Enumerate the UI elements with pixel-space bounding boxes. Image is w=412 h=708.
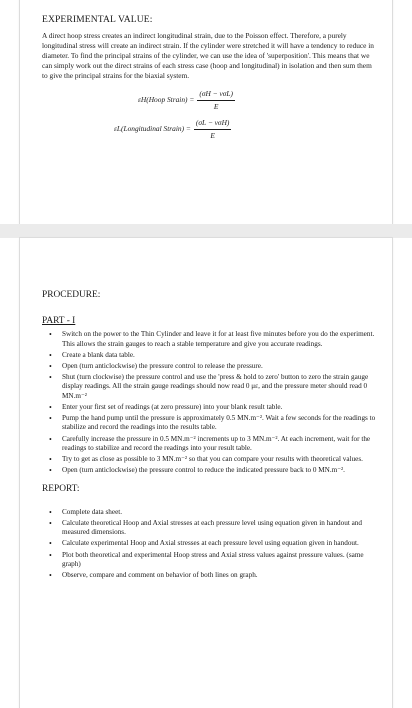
section-heading-experimental-value: EXPERIMENTAL VALUE: — [42, 14, 153, 25]
report-items-list — [42, 508, 376, 581]
equation-denominator: E — [210, 130, 215, 140]
list-item: • Open (turn anticlockwise) the pressure control to reduce the indicated pressure back to 0 MN.m⁻². — [42, 466, 376, 476]
list-item: • Observe, compare and comment on behavior of both lines on graph. — [42, 571, 376, 581]
equation-longitudinal-strain — [114, 118, 376, 141]
list-item: • Carefully increase the pressure in 0.5 MN.m⁻² increments up to 3 MN.m⁻². At each increment, wait for the readings to stabilize and record the readings into your result table. — [42, 435, 376, 454]
list-item: • Plot both theoretical and experimental Hoop stress and Axial stress values against pressure values. (same graph) — [42, 551, 376, 570]
equation-hoop-strain — [138, 89, 376, 112]
equation-fraction — [194, 118, 232, 141]
list-item: • Enter your first set of readings (at zero pressure) into your blank result table. — [42, 403, 376, 413]
page-experimental-value — [20, 0, 392, 224]
list-item: • Switch on the power to the Thin Cylinder and leave it for at least five minutes before you do the experiment. This allows the strain gauges to reach a stable temperature and give you accurate readings. — [42, 330, 376, 349]
list-item: • Calculate experimental Hoop and Axial stresses at each pressure level using equation given in handout. — [42, 539, 376, 549]
equation-lhs: εL(Longitudinal Strain) = — [114, 124, 191, 134]
procedure-steps-list — [42, 330, 376, 476]
section-heading-report: REPORT: — [42, 483, 80, 494]
equation-numerator: (σL − νσH) — [194, 118, 232, 130]
part-heading: PART - I — [42, 316, 76, 326]
list-item: • Calculate theoretical Hoop and Axial stresses at each pressure level using equation given in handout and measured dimensions. — [42, 519, 376, 538]
list-item: • Complete data sheet. — [42, 508, 376, 518]
equation-lhs: εH(Hoop Strain) = — [138, 95, 195, 105]
equation-fraction — [197, 89, 235, 112]
page-separator — [0, 224, 412, 238]
list-item: • Try to get as close as possible to 3 MN.m⁻² so that you can compare your results with theoretical values. — [42, 455, 376, 465]
page-procedure — [20, 238, 392, 708]
section-heading-procedure: PROCEDURE: — [42, 290, 101, 300]
equation-numerator: (σH − νσL) — [197, 89, 235, 101]
explanation-paragraph: A direct hoop stress creates an indirect longitudinal strain, due to the Poisson effect. Therefore, a purely longitudinal stress will create an indirect strain. If the cylinder were stretched it will have a tendency to reduce in diameter. To find the principal strains of the cylinder, we can use the idea of 'superposition'. This means that we can simply work out the direct strains of each stress case (hoop and longitudinal) in isolation and then sum them to give the principal strains for the biaxial system. — [42, 31, 374, 80]
list-item: • Open (turn anticlockwise) the pressure control to release the pressure. — [42, 362, 376, 372]
list-item: • Create a blank data table. — [42, 351, 376, 361]
equation-denominator: E — [213, 101, 219, 111]
list-item: • Pump the hand pump until the pressure is approximately 0.5 MN.m⁻². Wait a few seconds for the readings to stabilize and record the readings into the results table. — [42, 414, 376, 433]
list-item: • Shut (turn clockwise) the pressure control and use the 'press & hold to zero' button to zero the strain gauge display readings. All the strain gauge readings should now read 0 με, and the pressure meter should read 0 MN.m⁻² — [42, 373, 376, 402]
